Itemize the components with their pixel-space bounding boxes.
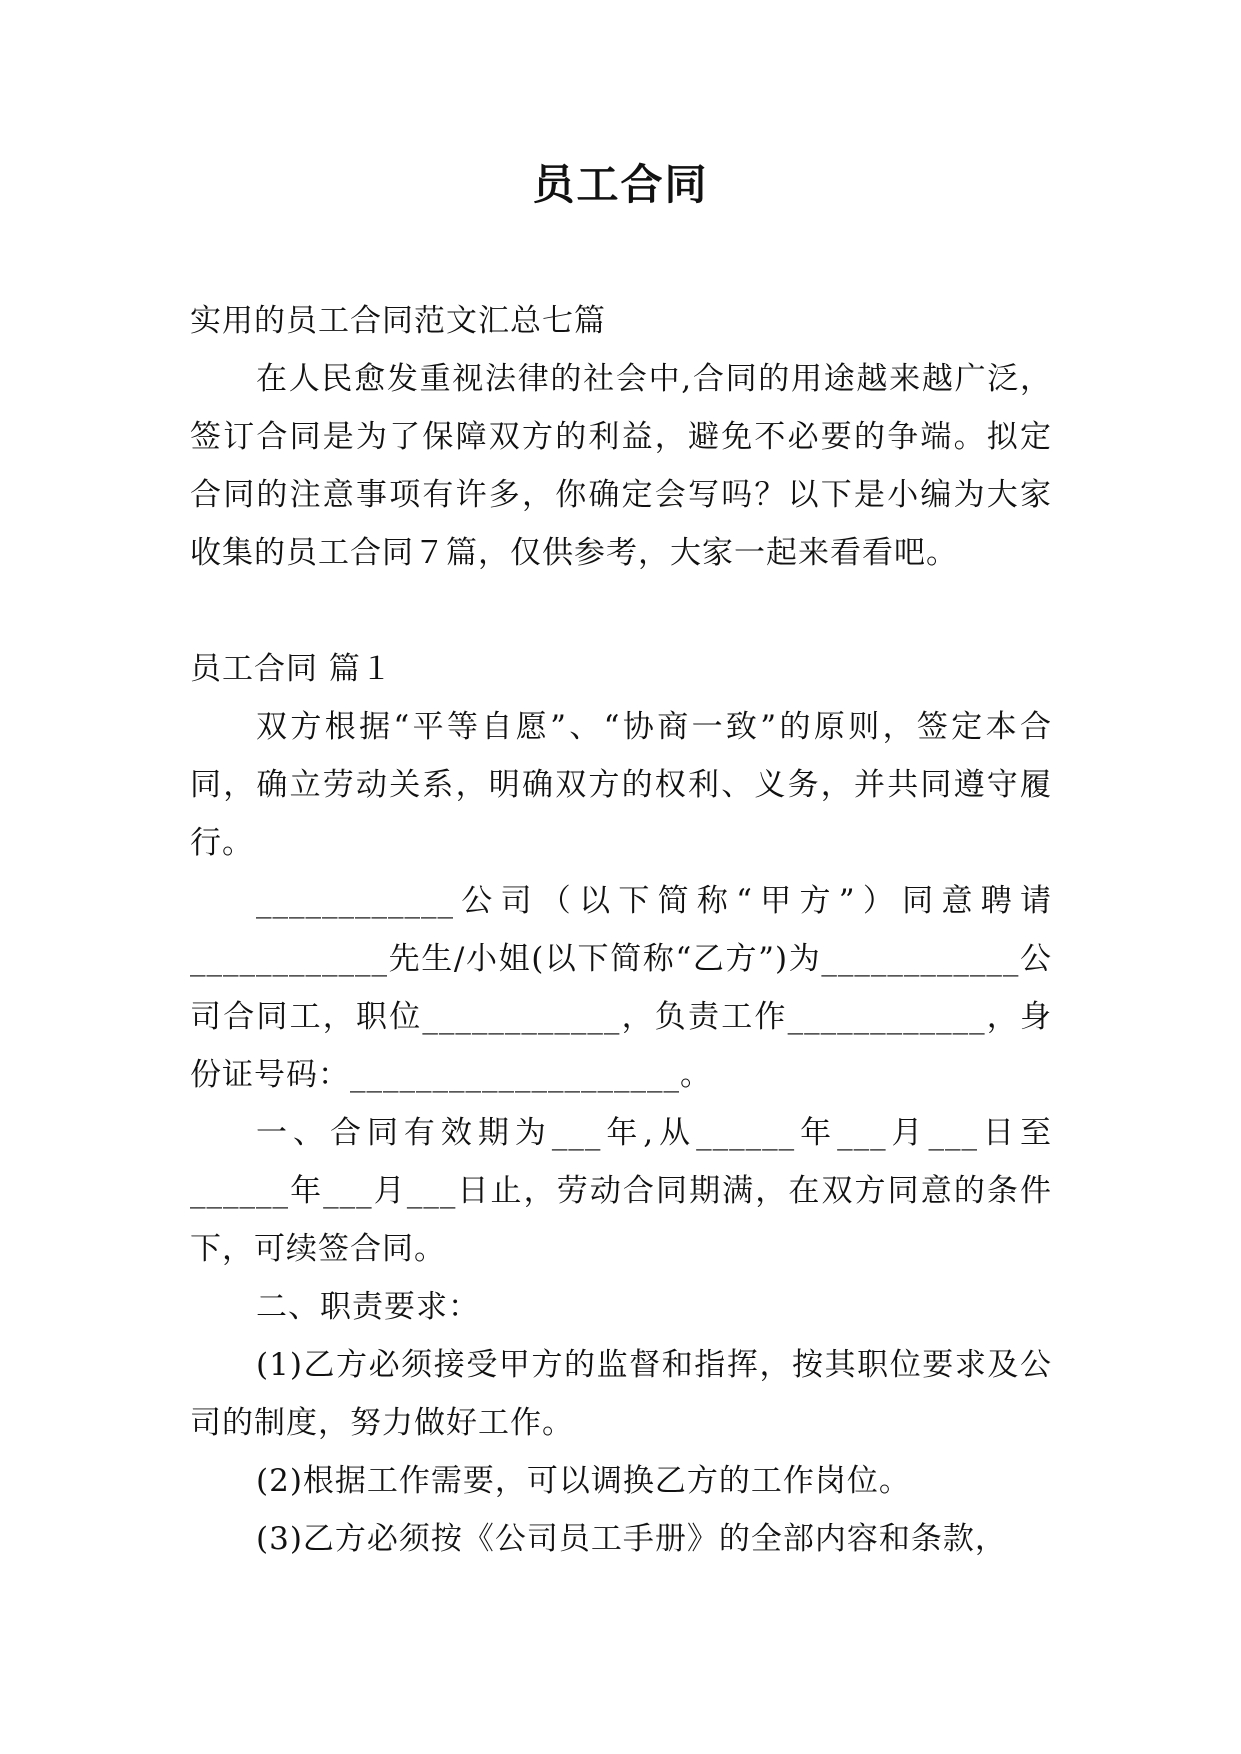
paragraph-duty-1: (1)乙方必须接受甲方的监督和指挥，按其职位要求及公司的制度，努力做好工作。 bbox=[190, 1347, 1052, 1441]
paragraph-term: 一、合同有效期为___年,从______年___月___日至______年___月___日止，劳动合同期满，在双方同意的条件下，可续签合同。 bbox=[190, 1115, 1052, 1267]
document-title: 员工合同 bbox=[532, 160, 709, 209]
intro-paragraph: 在人民愈发重视法律的社会中,合同的用途越来越广泛，签订合同是为了保障双方的利益，避免不必要的争端。拟定合同的注意事项有许多，你确定会写吗？以下是小编为大家收集的员工合同７篇，仅供参考，大家一起来看看吧。 bbox=[190, 361, 1052, 571]
paragraph-gap bbox=[190, 582, 1052, 640]
paragraph-parties: ____________公司（以下简称“甲方”）同意聘请____________先生/小姐(以下简称“乙方”)为____________公司合同工，职位____________，负责工作____________，身份证号码：____________________。 bbox=[190, 883, 1052, 1093]
section-heading: 员工合同 篇１ bbox=[190, 651, 393, 687]
document-body bbox=[190, 292, 1052, 1568]
subtitle: 实用的员工合同范文汇总七篇 bbox=[190, 303, 606, 339]
paragraph-duty-2: (2)根据工作需要，可以调换乙方的工作岗位。 bbox=[256, 1463, 911, 1499]
paragraph-duties-heading: 二、职责要求： bbox=[256, 1289, 480, 1325]
paragraph-principle: 双方根据“平等自愿”、“协商一致”的原则，签定本合同，确立劳动关系，明确双方的权利、义务，并共同遵守履行。 bbox=[190, 709, 1052, 861]
paragraph-duty-3: (3)乙方必须按《公司员工手册》的全部内容和条款， bbox=[256, 1521, 1007, 1557]
